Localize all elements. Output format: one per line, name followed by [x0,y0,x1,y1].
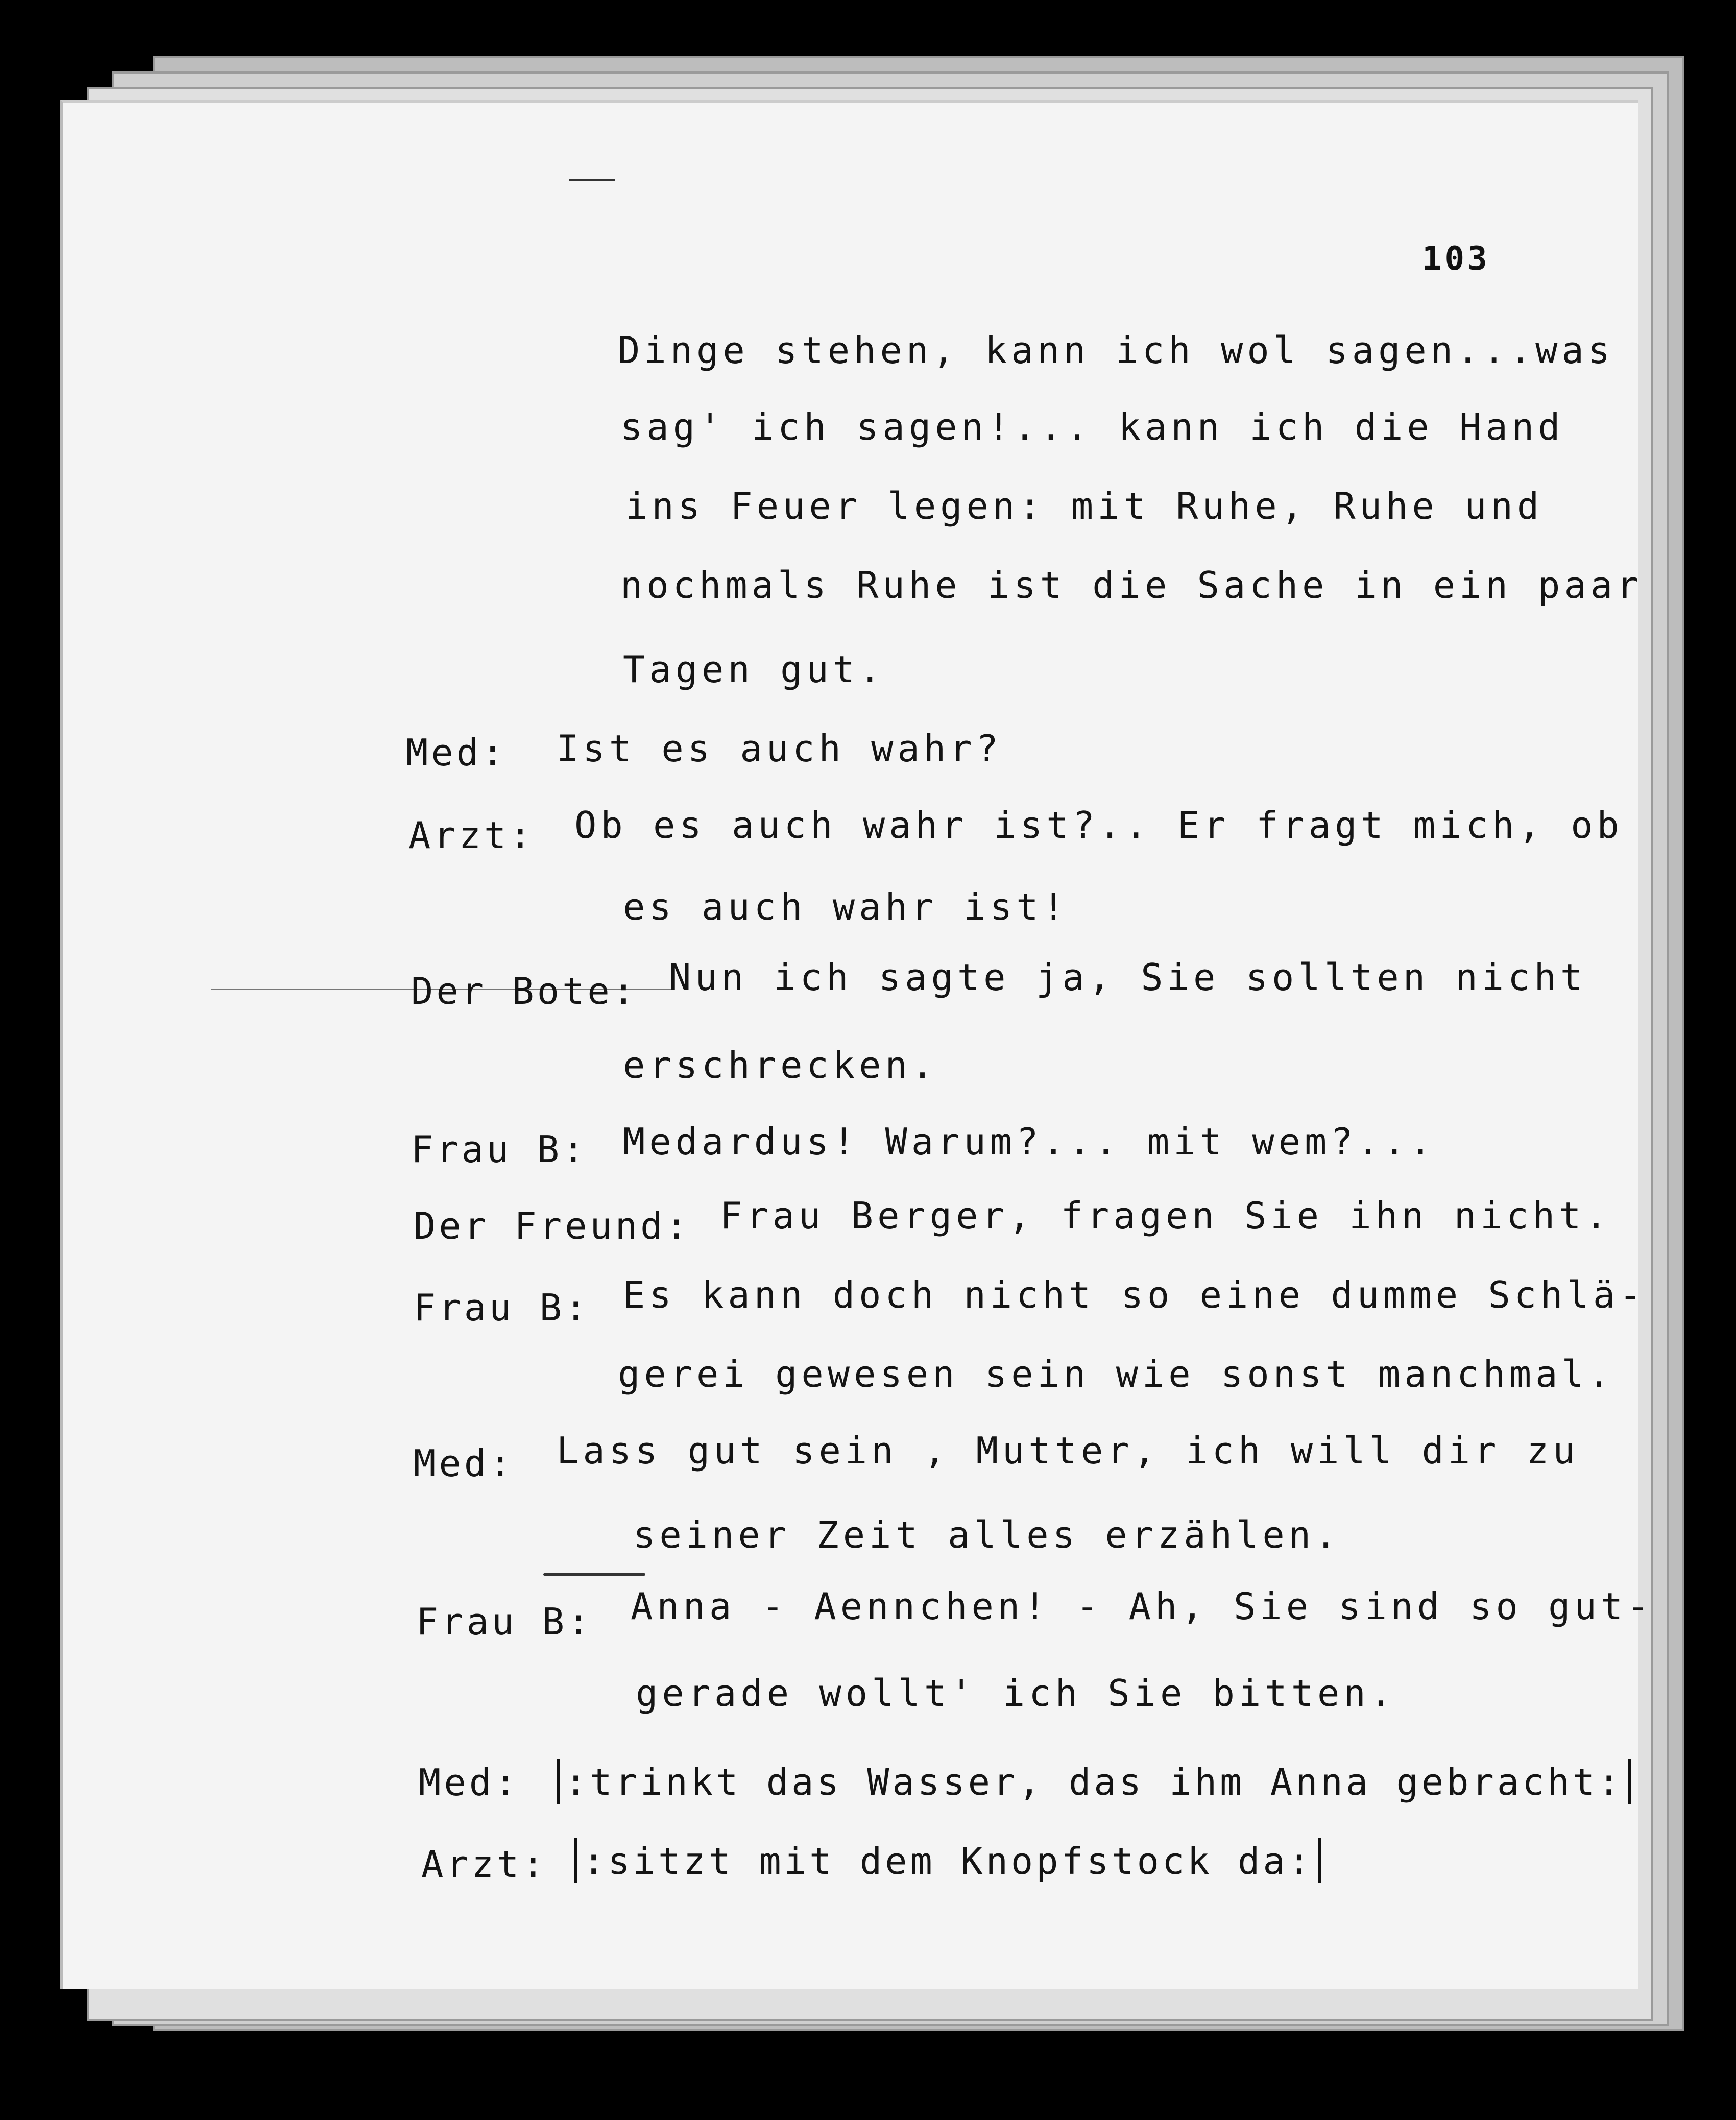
text-line: ins Feuer legen: mit Ruhe, Ruhe und [625,485,1544,527]
text-line: seiner Zeit alles erzählen. [633,1513,1341,1556]
speaker-label: Med: [414,1442,515,1485]
dialogue-line: Ist es auch wahr? [557,727,1002,770]
speaker-label: Frau B: [414,1286,590,1329]
text-line: sag' ich sagen!... kann ich die Hand [620,405,1564,448]
bracket-mark [574,1838,577,1883]
speaker-label: Med: [419,1761,520,1804]
speaker-label: Frau B: [416,1600,593,1643]
stage-direction-text: :sitzt mit dem Knopfstock da: [583,1840,1314,1883]
stray-mark [543,1573,645,1576]
speaker-label: Frau B: [411,1128,588,1171]
speaker-label: Arzt: [408,814,535,857]
dialogue-line: Frau Berger, fragen Sie ihn nicht. [720,1194,1611,1237]
text-line: erschrecken. [623,1044,938,1087]
speaker-label: Med: [406,731,507,774]
text-line: gerade wollt' ich Sie bitten. [636,1672,1396,1715]
dialogue-line: Lass gut sein , Mutter, ich will dir zu [557,1429,1579,1472]
text-line: es auch wahr ist! [623,885,1069,928]
bracket-mark [1318,1838,1321,1883]
page-number: 103 [1422,240,1490,278]
text-line: gerei gewesen sein wie sonst manchmal. [618,1353,1614,1395]
dialogue-line: Es kann doch nicht so eine dumme Schlä- [623,1273,1646,1316]
stage-direction [569,1838,1327,1883]
dialogue-line: Nun ich sagte ja, Sie sollten nicht [669,956,1587,999]
speaker-label: Der Freund: [414,1204,691,1247]
text-line: nochmals Ruhe ist die Sache in ein paar [620,564,1643,607]
speaker-label: Der Bote: [411,970,638,1013]
dialogue-line: Ob es auch wahr ist?.. Er fragt mich, ob [574,804,1623,847]
stray-mark [569,179,615,181]
speaker-label: Arzt: [421,1843,547,1886]
dialogue-line: Anna - Aennchen! - Ah, Sie sind so gut- [631,1585,1653,1628]
bracket-mark [557,1759,560,1804]
dialogue-line: Medardus! Warum?... mit wem?... [623,1120,1436,1163]
stage-direction-text: :trinkt das Wasser, das ihm Anna gebracht: [565,1761,1623,1803]
text-line: Dinge stehen, kann ich wol sagen...was [618,329,1614,372]
text-line: Tagen gut. [623,648,885,691]
stage-direction [551,1759,1636,1804]
bracket-mark [1628,1759,1631,1804]
